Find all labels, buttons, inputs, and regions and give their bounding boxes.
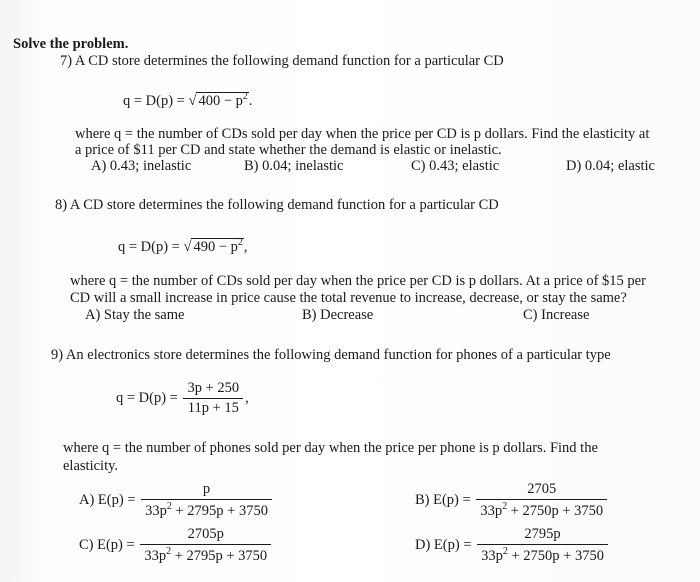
fraction: $\frac{2705p}{33p^2 + 2795p + 3750}$	[140, 526, 271, 565]
fraction: $\frac{3p + 250}{11p + 15}$	[183, 380, 243, 417]
fraction: $\frac{2795p}{33p^2 + 2750p + 3750}$	[477, 526, 608, 565]
problem-7-text: A CD store determines the following demand function for a particular CD	[74, 53, 504, 69]
problem-7-number: 7)	[60, 53, 73, 69]
fraction: $\frac{p}{33p^2 + 2795p + 3750}$	[141, 481, 272, 520]
problem-7-choice-a[interactable]: A) 0.43; inelastic	[91, 158, 192, 174]
problem-8-choice-b[interactable]: B) Decrease	[302, 307, 374, 323]
problem-7-choice-b[interactable]: B) 0.04; inelastic	[244, 158, 344, 174]
problem-7-choice-d[interactable]: D) 0.04; elastic	[566, 158, 655, 174]
problem-7-body-line-2: a price of $11 per CD and state whether the demand is elastic or inelastic.	[75, 142, 502, 158]
problem-9-choice-d[interactable]: D) E(p) = $\frac{2795p}{33p^2 + 2750p + 3750}$	[415, 526, 610, 565]
problem-8-prompt	[55, 197, 499, 214]
section-header: Solve the problem.	[13, 36, 129, 52]
problem-9-prompt	[51, 347, 611, 364]
problem-8-body-line-1: where q = the number of CDs sold per day when the price per CD is p dollars. At a price of $15 per	[70, 273, 646, 289]
problem-7-equation: q = D(p) = √ $400 - p^2$.	[123, 91, 253, 109]
fraction: $\frac{2705}{33p^2 + 2750p + 3750}$	[476, 481, 607, 520]
problem-9-text: An electronics store determines the following demand function for phones of a particular type	[65, 347, 611, 363]
problem-7-prompt	[60, 53, 504, 70]
problem-9-body-line-2: elasticity.	[63, 458, 119, 474]
problem-8-body-line-2: CD will a small increase in price cause the total revenue to increase, decrease, or stay the same?	[70, 290, 627, 306]
sqrt-icon: √	[183, 238, 192, 255]
problem-9-choice-c[interactable]: C) E(p) = $\frac{2705p}{33p^2 + 2795p + 3750}$	[79, 526, 273, 565]
problem-9-equation: q = D(p) = $\frac{3p + 250}{11p + 15}$ ,	[116, 380, 249, 416]
problem-9-body-line-1: where q = the number of phones sold per day when the price per phone is p dollars. Find the	[63, 440, 598, 456]
problem-9-choice-a[interactable]: A) E(p) = $\frac{p}{33p^2 + 2795p + 3750}$	[79, 481, 274, 520]
problem-7-body-line-1: where q = the number of CDs sold per day when the price per CD is p dollars. Find the elasticity at	[75, 126, 650, 142]
problem-8-text: A CD store determines the following demand function for a particular CD	[69, 197, 499, 213]
problem-9-number: 9)	[51, 347, 64, 363]
problem-7-choice-c[interactable]: C) 0.43; elastic	[411, 158, 500, 174]
problem-9-choice-b[interactable]: B) E(p) = $\frac{2705}{33p^2 + 2750p + 3750}$	[415, 481, 609, 520]
problem-8-choice-a[interactable]: A) Stay the same	[85, 307, 185, 323]
problem-8-equation: q = D(p) = √ $490 - p^2$,	[118, 237, 248, 255]
problem-8-number: 8)	[55, 197, 68, 213]
sqrt-icon: √	[188, 92, 197, 109]
problem-8-choice-c[interactable]: C) Increase	[523, 307, 590, 323]
